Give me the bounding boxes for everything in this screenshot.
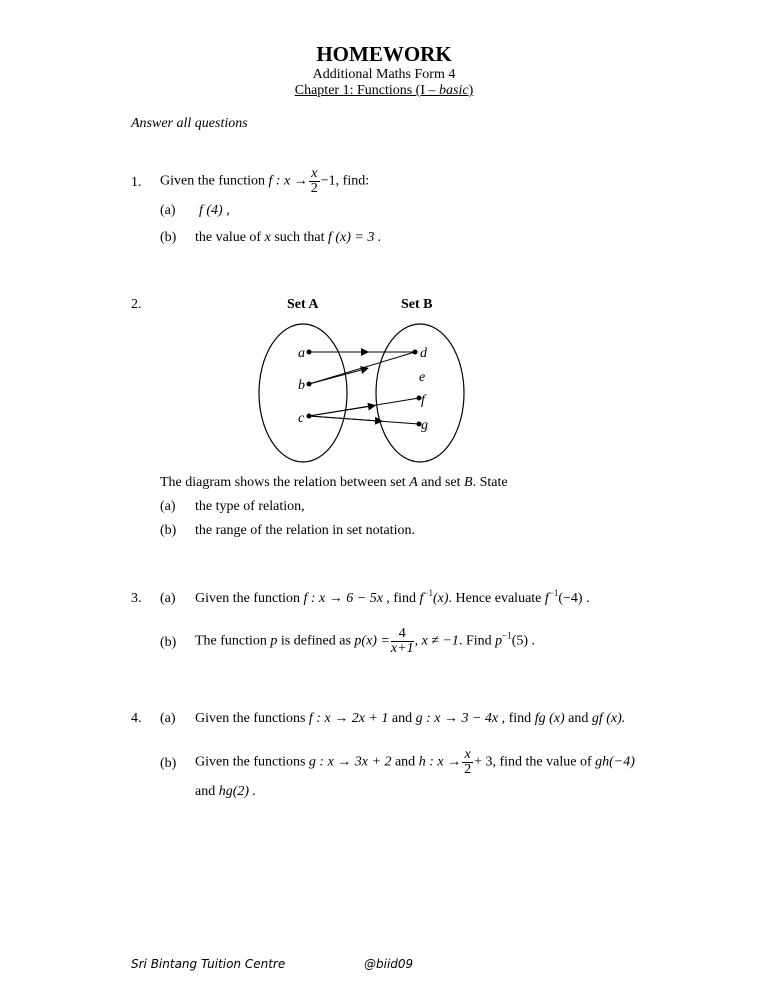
question-4b-text: Given the functions g : x → 3x + 2 and h : x → $\frac{x}{2}$ + 3, find the value of gh(−4) <box>195 747 635 777</box>
set-a-label: Set A <box>287 297 319 312</box>
question-2-stem: The diagram shows the relation between set A and set B. State <box>160 475 508 490</box>
question-1-stem: Given the function f : x → $\frac{x}{2}$ −1, find: <box>160 166 370 196</box>
element-f: f <box>421 393 425 408</box>
question-3b-text: The function p is defined as p(x) = $\frac{4}{x+1}$ , x ≠ −1. Find $p^{-1}(5)$ . <box>195 626 536 656</box>
question-4a-text: Given the functions f : x → 2x + 1 and g : x → 3 − 4x , find fg (x) and gf (x). <box>195 711 626 726</box>
instruction: Answer all questions <box>131 116 248 131</box>
question-3-number: 3. <box>131 591 142 606</box>
element-d: d <box>420 346 427 361</box>
set-b-ellipse <box>376 324 464 462</box>
element-e: e <box>419 370 426 385</box>
element-g: g <box>421 418 428 433</box>
element-c: c <box>298 411 305 426</box>
page-title: HOMEWORK <box>316 42 452 66</box>
question-1-number: 1. <box>131 175 142 190</box>
question-2b-label: (b) <box>160 523 177 538</box>
question-3a-label: (a) <box>160 591 176 606</box>
question-2a-text: the type of relation, <box>195 499 305 514</box>
question-3b-label: (b) <box>160 635 177 650</box>
element-a: a <box>298 346 305 361</box>
question-1a-label: (a) <box>160 203 176 218</box>
question-4b-text-continued: and hg(2) . <box>195 784 257 799</box>
question-2a-label: (a) <box>160 499 176 514</box>
set-b-label: Set B <box>401 297 433 312</box>
subtitle: Additional Maths Form 4 <box>312 67 456 82</box>
chapter-heading: Chapter 1: Functions (I – basic) <box>294 83 474 98</box>
footer-centre-name: Sri Bintang Tuition Centre <box>131 957 286 971</box>
question-2b-text: the range of the relation in set notation. <box>195 523 416 538</box>
question-4-number: 4. <box>131 711 142 726</box>
question-1b-label: (b) <box>160 230 177 245</box>
question-2-number: 2. <box>131 297 142 312</box>
question-4a-label: (a) <box>160 711 176 726</box>
element-b: b <box>298 378 305 393</box>
question-4b-label: (b) <box>160 756 177 771</box>
question-1b-text: the value of x such that f (x) = 3 . <box>195 230 382 245</box>
question-3a-text: Given the function f : x → 6 − 5x , find $f^{-1}(x)$. Hence evaluate $f^{-1}(-4)$ . <box>195 588 590 606</box>
footer-handle: @biid09 <box>364 957 414 971</box>
question-1a-text: f (4) , <box>199 203 230 218</box>
